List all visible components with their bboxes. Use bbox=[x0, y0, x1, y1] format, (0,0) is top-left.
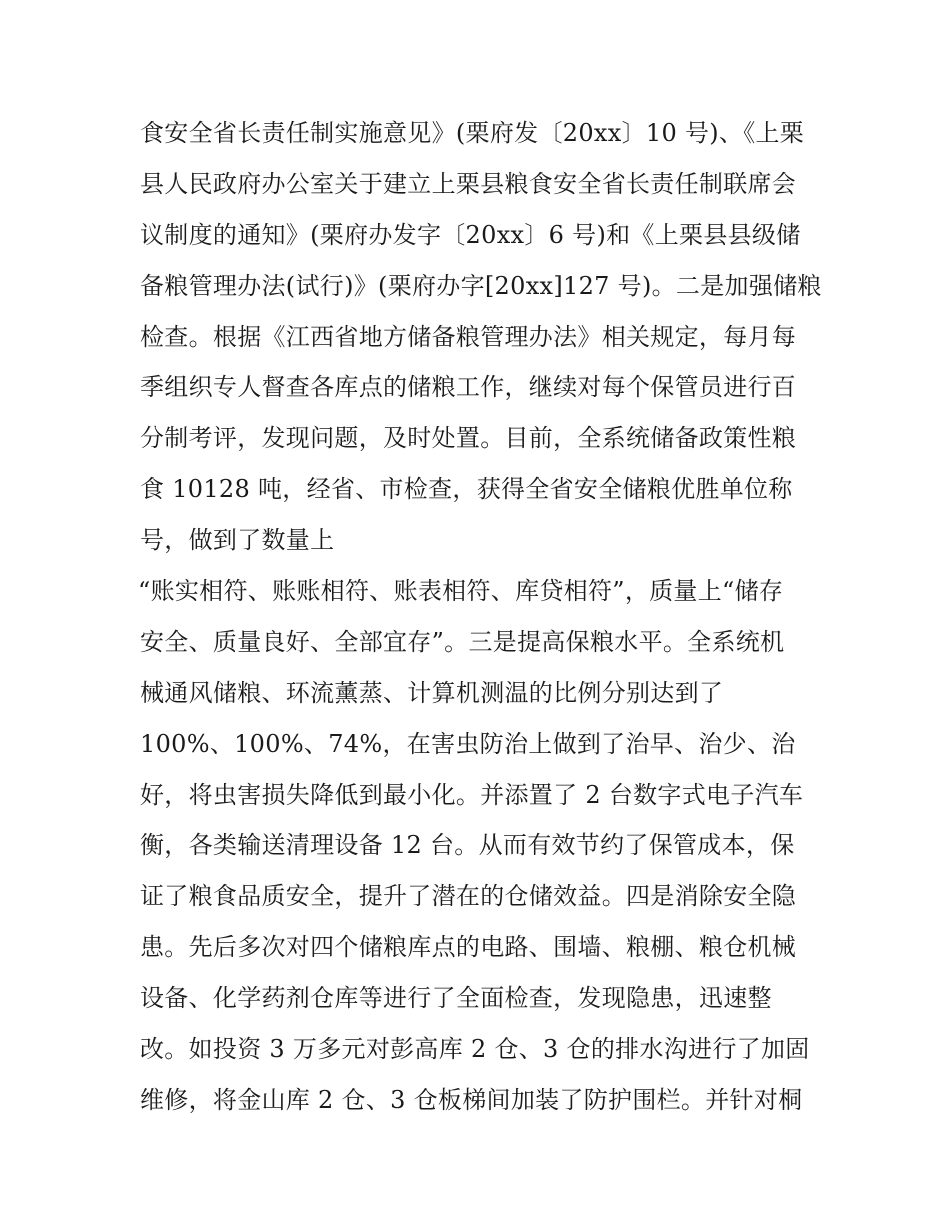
text-line: 备粮管理办法(试行)》(栗府办字[20xx]127 号)。二是加强储粮 bbox=[140, 271, 822, 300]
text-line: 检查。根据《江西省地方储备粮管理办法》相关规定，每月每 bbox=[140, 322, 797, 351]
text-line: “账实相符、账账相符、账表相符、库贷相符”，质量上“储存 bbox=[138, 577, 784, 606]
text-line: 号，做到了数量上 bbox=[140, 526, 335, 555]
text-line: 县人民政府办公室关于建立上栗县粮食安全省长责任制联席会 bbox=[140, 169, 797, 198]
text-line: 维修，将金山库 2 仓、3 仓板梯间加装了防护围栏。并针对桐 bbox=[140, 1085, 803, 1114]
text-line: 好，将虫害损失降低到最小化。并添置了 2 台数字式电子汽车 bbox=[140, 780, 804, 809]
text-line: 设备、化学药剂仓库等进行了全面检查，发现隐患，迅速整 bbox=[140, 984, 772, 1013]
text-line: 证了粮食品质安全，提升了潜在的仓储效益。四是消除安全隐 bbox=[140, 882, 797, 911]
text-line: 食安全省长责任制实施意见》(栗府发〔20xx〕10 号)、《上栗 bbox=[140, 119, 805, 147]
text-line: 安全、质量良好、全部宜存”。三是提高保粮水平。全系统机 bbox=[140, 627, 785, 656]
document-body bbox=[140, 108, 840, 1126]
text-line: 季组织专人督查各库点的储粮工作，继续对每个保管员进行百 bbox=[140, 373, 797, 402]
text-line: 患。先后多次对四个储粮库点的电路、围墙、粮棚、粮仓机械 bbox=[140, 933, 797, 962]
text-line: 改。如投资 3 万多元对彭高库 2 仓、3 仓的排水沟进行了加固 bbox=[140, 1035, 810, 1064]
text-line: 100%、100%、74%，在害虫防治上做到了治早、治少、治 bbox=[140, 729, 796, 758]
text-line: 衡，各类输送清理设备 12 台。从而有效节约了保管成本，保 bbox=[140, 831, 795, 860]
text-line: 分制考评，发现问题，及时处置。目前，全系统储备政策性粮 bbox=[140, 424, 797, 453]
text-line: 议制度的通知》(栗府办发字〔20xx〕6 号)和《上栗县县级储 bbox=[140, 220, 801, 249]
text-line: 械通风储粮、环流薰蒸、计算机测温的比例分别达到了 bbox=[140, 678, 724, 707]
text-line: 食 10128 吨，经省、市检查，获得全省安全储粮优胜单位称 bbox=[140, 475, 793, 504]
